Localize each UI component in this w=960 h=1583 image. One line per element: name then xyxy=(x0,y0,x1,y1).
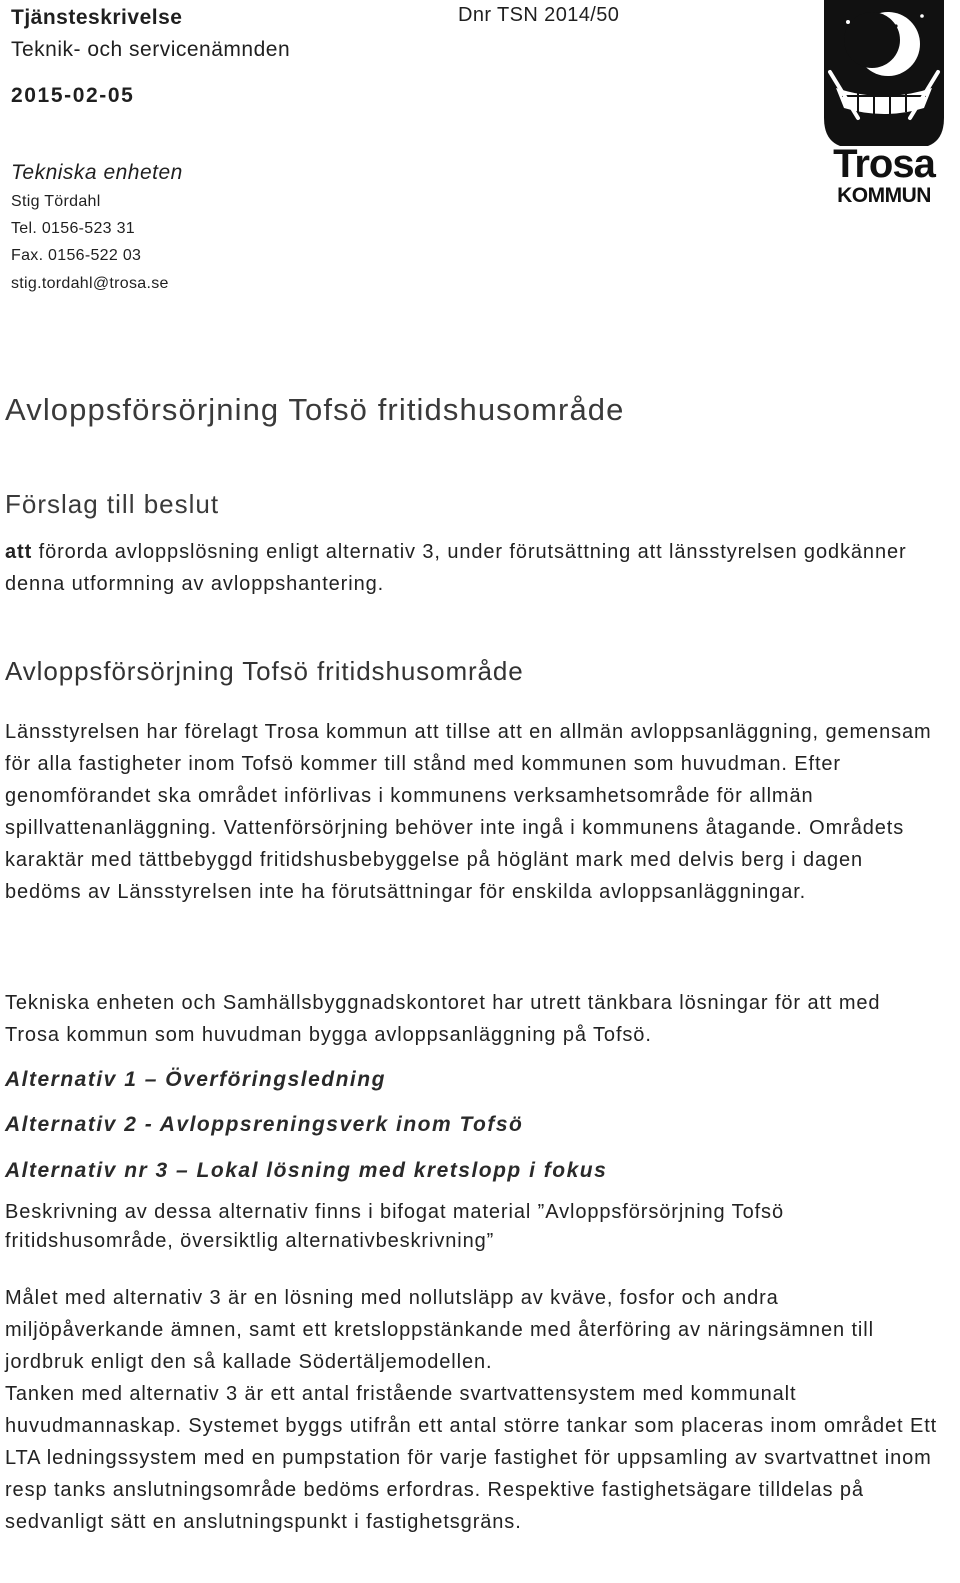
alternative-2-heading: Alternativ 2 - Avloppsreningsverk inom Tofsö xyxy=(5,1113,524,1136)
alternative-3-heading: Alternativ nr 3 – Lokal lösning med kretslopp i fokus xyxy=(5,1159,608,1182)
contact-phone: Tel. 0156-523 31 xyxy=(11,220,136,237)
contact-name: Stig Tördahl xyxy=(11,193,101,210)
committee-name: Teknik- och servicenämnden xyxy=(11,38,291,61)
trosa-kommun-logo xyxy=(818,0,950,206)
document-type: Tjänsteskrivelse xyxy=(11,6,183,29)
proposal-lead-word: att xyxy=(5,541,33,563)
goal-paragraph: Målet med alternativ 3 är en lösning med nollutsläpp av kväve, fosfor och andra miljöpåverkande ämnen, samt ett kretsloppstänkande med återföring av näringsämnen till jordbruk enligt den så kallade Södertäljemodellen. xyxy=(5,1287,874,1373)
idea-paragraph: Tanken med alternativ 3 är ett antal fristående svartvattensystem med kommunalt huvudmannaskap. Systemet byggs utifrån ett antal större tankar som placeras inom området Ett LTA ledningssystem med en pumpstation för varje fastighet för uppsamling av svartvattnet inom resp tanks anslutningsområde bedöms erfordras. Respektive fastighetsägare tilldelas på sedvanligt sätt en anslutningspunkt i fastighetsgräns. xyxy=(5,1383,938,1533)
moon-and-rowboat-emblem-icon xyxy=(818,0,950,206)
contact-fax: Fax. 0156-522 03 xyxy=(11,247,142,264)
department-unit: Tekniska enheten xyxy=(11,161,183,184)
document-date: 2015-02-05 xyxy=(11,84,135,107)
logo-word-kommun: KOMMUN xyxy=(837,184,931,206)
proposal-heading: Förslag till beslut xyxy=(5,489,220,519)
description-paragraph: Beskrivning av dessa alternativ finns i bifogat material ”Avloppsförsörjning Tofsö fritidshusområde, översiktlig alternativbeskrivning” xyxy=(5,1201,784,1252)
section-heading: Avloppsförsörjning Tofsö fritidshusområde xyxy=(5,656,524,686)
diary-number: Dnr TSN 2014/50 xyxy=(458,4,620,26)
proposal-text xyxy=(5,536,940,600)
contact-email: stig.tordahl@trosa.se xyxy=(11,275,169,292)
proposal-body: förorda avloppslösning enligt alternativ 3, under förutsättning att länsstyrelsen godkänner denna utformning av avloppshantering. xyxy=(5,541,907,595)
alternative-1-heading: Alternativ 1 – Överföringsledning xyxy=(5,1068,386,1091)
section-intro-paragraph: Länsstyrelsen har förelagt Trosa kommun att tillse att en allmän avloppsanläggning, gemensam för alla fastigheter inom Tofsö kommer till stånd med kommunen som huvudman. Efter genomförandet ska området införlivas i kommunens verksamhetsområde för allmän spillvattenanläggning. Vattenförsörjning behöver inte ingå i kommunens åtagande. Områdets karaktär med tättbebyggd fritidshusbebyggelse på höglänt mark med delvis berg i dagen bedöms av Länsstyrelsen inte ha förutsättningar för enskilda avloppsanläggningar. xyxy=(5,721,932,903)
page-title: Avloppsförsörjning Tofsö fritidshusområde xyxy=(5,392,625,427)
section-solutions-paragraph: Tekniska enheten och Samhällsbyggnadskontoret har utrett tänkbara lösningar för att med Trosa kommun som huvudman bygga avloppsanläggning på Tofsö. xyxy=(5,992,881,1046)
logo-word-trosa: Trosa xyxy=(833,142,935,186)
